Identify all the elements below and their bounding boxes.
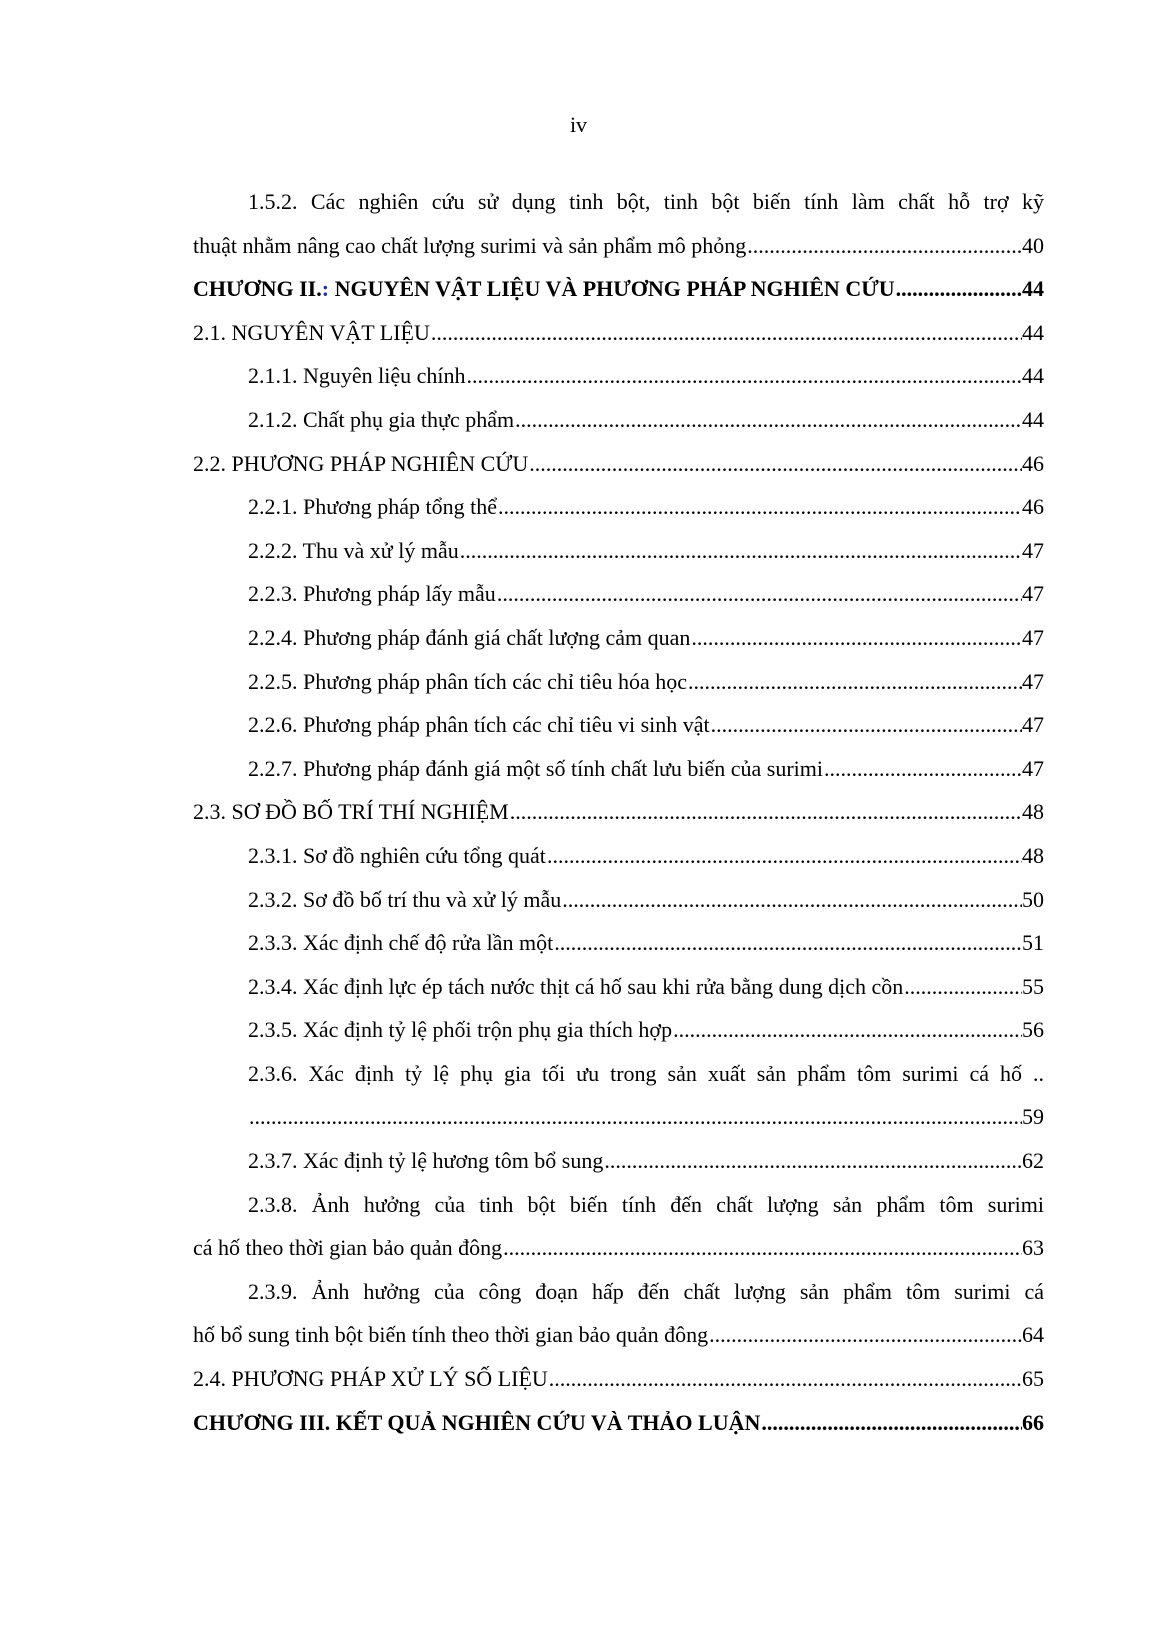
toc-page-number: 47 <box>1022 624 1044 650</box>
toc-page-number: 40 <box>1022 232 1044 258</box>
toc-page-number: 56 <box>1022 1017 1044 1043</box>
toc-page-number: 48 <box>1022 799 1044 825</box>
toc-entry-2-2-5[interactable]: 2.2.5. Phương pháp phân tích các chỉ tiêu hóa học ..... 47 <box>193 660 1044 704</box>
toc-entry-2-3-6-line1[interactable]: 2.3.6. Xác định tỷ lệ phụ gia tối ưu trong sản xuất sản phẩm tôm surimi cá hố .. <box>248 1060 1044 1086</box>
toc-page-number: 64 <box>1022 1322 1044 1348</box>
toc-page-number: 46 <box>1022 450 1044 476</box>
toc-entry-2-3-3[interactable]: 2.3.3. Xác định chế độ rửa lần một ..... 51 <box>193 921 1044 965</box>
toc-entry-2-2-1[interactable]: 2.2.1. Phương pháp tổng thể ..... 46 <box>193 485 1044 529</box>
toc-page-number: 63 <box>1022 1235 1044 1261</box>
toc-entry-2-3-9-line1[interactable]: 2.3.9. Ảnh hưởng của công đoạn hấp đến chất lượng sản phẩm tôm surimi cá <box>248 1278 1044 1304</box>
toc-page-number: 47 <box>1022 537 1044 563</box>
toc-entry-1-5-2-line2[interactable]: thuật nhằm nâng cao chất lượng surimi và sản phẩm mô phỏng ..... 40 <box>193 224 1044 268</box>
toc-page-number: 51 <box>1022 930 1044 956</box>
toc-page-number: 65 <box>1022 1366 1044 1392</box>
toc-page-number: 44 <box>1022 406 1044 432</box>
toc-entry-2-4[interactable]: 2.4. PHƯƠNG PHÁP XỬ LÝ SỐ LIỆU ..... 65 <box>193 1357 1044 1401</box>
toc-entry-2-3-8-line2[interactable]: cá hố theo thời gian bảo quản đông ..... 63 <box>193 1226 1044 1270</box>
table-of-contents <box>193 180 1044 1444</box>
toc-entry-2-3-6-line2[interactable] <box>193 1095 1044 1139</box>
toc-entry-2-2-2[interactable]: 2.2.2. Thu và xử lý mẫu ..... 47 <box>193 529 1044 573</box>
toc-page-number: 50 <box>1022 886 1044 912</box>
toc-page-number: 62 <box>1022 1148 1044 1174</box>
toc-entry-chapter-3[interactable]: CHƯƠNG III. KẾT QUẢ NGHIÊN CỨU VÀ THẢO LUẬN ..... 66 <box>193 1401 1044 1445</box>
toc-page-number: 55 <box>1022 973 1044 999</box>
toc-page-number: 46 <box>1022 494 1044 520</box>
toc-entry-2-3-4[interactable]: 2.3.4. Xác định lực ép tách nước thịt cá hố sau khi rửa bằng dung dịch cồn ..... 55 <box>193 965 1044 1009</box>
toc-page-number: 47 <box>1022 755 1044 781</box>
toc-page-number: 44 <box>1022 363 1044 389</box>
toc-entry-2-2-7[interactable]: 2.2.7. Phương pháp đánh giá một số tính chất lưu biến của surimi ..... 47 <box>193 747 1044 791</box>
toc-page-number: 44 <box>1022 319 1044 345</box>
toc-page-number: 44 <box>1022 276 1044 302</box>
toc-page-number: 59 <box>1022 1104 1044 1130</box>
toc-entry-2-3-5[interactable]: 2.3.5. Xác định tỷ lệ phối trộn phụ gia thích hợp ..... 56 <box>193 1008 1044 1052</box>
toc-entry-2-2[interactable]: 2.2. PHƯƠNG PHÁP NGHIÊN CỨU ..... 46 <box>193 442 1044 486</box>
toc-entry-2-1-1[interactable]: 2.1.1. Nguyên liệu chính ..... 44 <box>193 354 1044 398</box>
toc-entry-2-2-3[interactable]: 2.2.3. Phương pháp lấy mẫu ..... 47 <box>193 572 1044 616</box>
toc-entry-2-3-2[interactable]: 2.3.2. Sơ đồ bố trí thu và xử lý mẫu ..... 50 <box>193 878 1044 922</box>
toc-page-number: 47 <box>1022 668 1044 694</box>
page-number: iv <box>569 112 588 137</box>
toc-page-number: 47 <box>1022 581 1044 607</box>
toc-entry-2-3-9-line2[interactable]: hố bổ sung tinh bột biến tính theo thời gian bảo quản đông ..... 64 <box>193 1313 1044 1357</box>
toc-entry-2-3[interactable]: 2.3. SƠ ĐỒ BỐ TRÍ THÍ NGHIỆM ..... 48 <box>193 790 1044 834</box>
toc-entry-2-3-1[interactable]: 2.3.1. Sơ đồ nghiên cứu tổng quát ..... 48 <box>193 834 1044 878</box>
toc-entry-2-2-4[interactable]: 2.2.4. Phương pháp đánh giá chất lượng cảm quan ..... 47 <box>193 616 1044 660</box>
toc-entry-2-1[interactable]: 2.1. NGUYÊN VẬT LIỆU ..... 44 <box>193 311 1044 355</box>
toc-page-number: 48 <box>1022 842 1044 868</box>
toc-entry-2-3-8-line1[interactable]: 2.3.8. Ảnh hưởng của tinh bột biến tính đến chất lượng sản phẩm tôm surimi <box>248 1191 1044 1217</box>
toc-entry-2-2-6[interactable]: 2.2.6. Phương pháp phân tích các chỉ tiêu vi sinh vật ..... 47 <box>193 703 1044 747</box>
toc-entry-2-3-7[interactable]: 2.3.7. Xác định tỷ lệ hương tôm bổ sung ..... 62 <box>193 1139 1044 1183</box>
toc-page-number: 66 <box>1022 1409 1044 1435</box>
toc-entry-2-1-2[interactable]: 2.1.2. Chất phụ gia thực phẩm ..... 44 <box>193 398 1044 442</box>
toc-entry-chapter-2[interactable]: CHƯƠNG II.: NGUYÊN VẬT LIỆU VÀ PHƯƠNG PHÁP NGHIÊN CỨU ..... 44 <box>193 267 1044 311</box>
toc-page-number: 47 <box>1022 712 1044 738</box>
toc-entry-1-5-2-line1[interactable]: 1.5.2. Các nghiên cứu sử dụng tinh bột, tinh bột biến tính làm chất hỗ trợ kỹ <box>248 189 1044 214</box>
